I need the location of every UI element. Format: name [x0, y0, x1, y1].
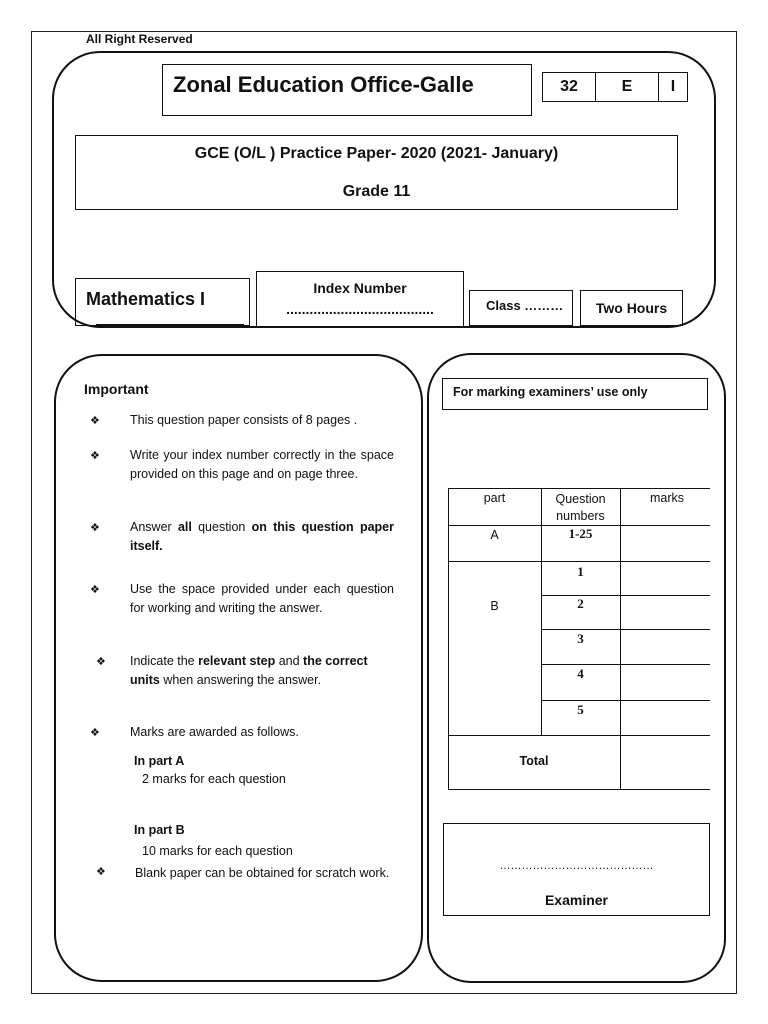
instruction-pages: This question paper consists of 8 pages . [130, 413, 358, 427]
table-rule [448, 735, 710, 736]
bullet-icon: ❖ [96, 656, 106, 668]
bullet-icon: ❖ [90, 727, 100, 739]
instruction-steps-units: Indicate the relevant step and the correct units when answering the answer. [130, 654, 368, 687]
duration-label: Two Hours [580, 290, 683, 326]
rights-notice: All Right Reserved [86, 32, 193, 46]
paper-title-box [75, 135, 678, 210]
instruction-working-space: Use the space provided under each question for working and writing the answer. [130, 582, 394, 615]
part-b-question: 1 [577, 564, 584, 579]
bullet-icon: ❖ [90, 584, 100, 596]
index-number-field[interactable]: ...................................... [286, 301, 434, 317]
part-b-cell: B [490, 599, 499, 613]
part-a-title: In part A [134, 754, 185, 768]
table-rule [541, 629, 710, 630]
instruction-index-number: Write your index number correctly in the space provided on this page and on page three. [130, 448, 394, 481]
examiner-signature-line[interactable]: …………………………………… [499, 860, 654, 872]
part-b-marks: 10 marks for each question [142, 844, 293, 858]
bullet-icon: ❖ [90, 415, 100, 427]
part-b-question: 5 [577, 702, 584, 717]
index-number-box[interactable] [256, 271, 464, 328]
paper-grade: Grade 11 [342, 183, 411, 200]
instruction-marks: Marks are awarded as follows. [130, 725, 299, 739]
paper-code-number: 32 [543, 73, 596, 101]
table-rule [620, 488, 621, 789]
instruction-answer-all: Answer all question on this question paper itself. [130, 520, 394, 553]
table-header-question-numbers: Question numbers [555, 492, 606, 523]
part-a-cell: A [490, 528, 499, 542]
bullet-icon: ❖ [90, 450, 100, 462]
part-b-title: In part B [134, 823, 185, 837]
instructions-title: Important [84, 381, 149, 397]
table-rule [448, 789, 710, 790]
bullet-icon: ❖ [96, 866, 106, 878]
part-a-range: 1-25 [568, 526, 593, 541]
total-label: Total [519, 754, 549, 768]
part-b-question: 4 [577, 666, 584, 681]
part-b-question: 3 [577, 631, 584, 646]
table-rule [448, 488, 710, 489]
paper-code-part: I [670, 78, 676, 95]
examiner-box [443, 823, 710, 916]
subject-label: Mathematics I [75, 278, 250, 326]
office-title: Zonal Education Office-Galle [162, 64, 532, 116]
examiner-label: Examiner [544, 892, 609, 908]
marking-title: For marking examiners’ use only [442, 378, 708, 410]
table-header-marks: marks [649, 491, 685, 505]
paper-code-language: E [596, 73, 659, 101]
subject-underline [96, 324, 244, 325]
paper-title: GCE (O/L ) Practice Paper- 2020 (2021- January) [194, 145, 559, 162]
index-number-label: Index Number [313, 280, 407, 296]
table-rule [541, 700, 710, 701]
table-rule [541, 664, 710, 665]
table-header-part: part [483, 491, 506, 505]
table-rule [448, 561, 710, 562]
class-field[interactable]: Class ……… [469, 290, 573, 326]
instruction-scratch-paper: Blank paper can be obtained for scratch work. [135, 866, 390, 880]
part-a-marks: 2 marks for each question [142, 772, 286, 786]
paper-code-box [542, 72, 688, 102]
part-b-question: 2 [577, 596, 584, 611]
bullet-icon: ❖ [90, 522, 100, 534]
